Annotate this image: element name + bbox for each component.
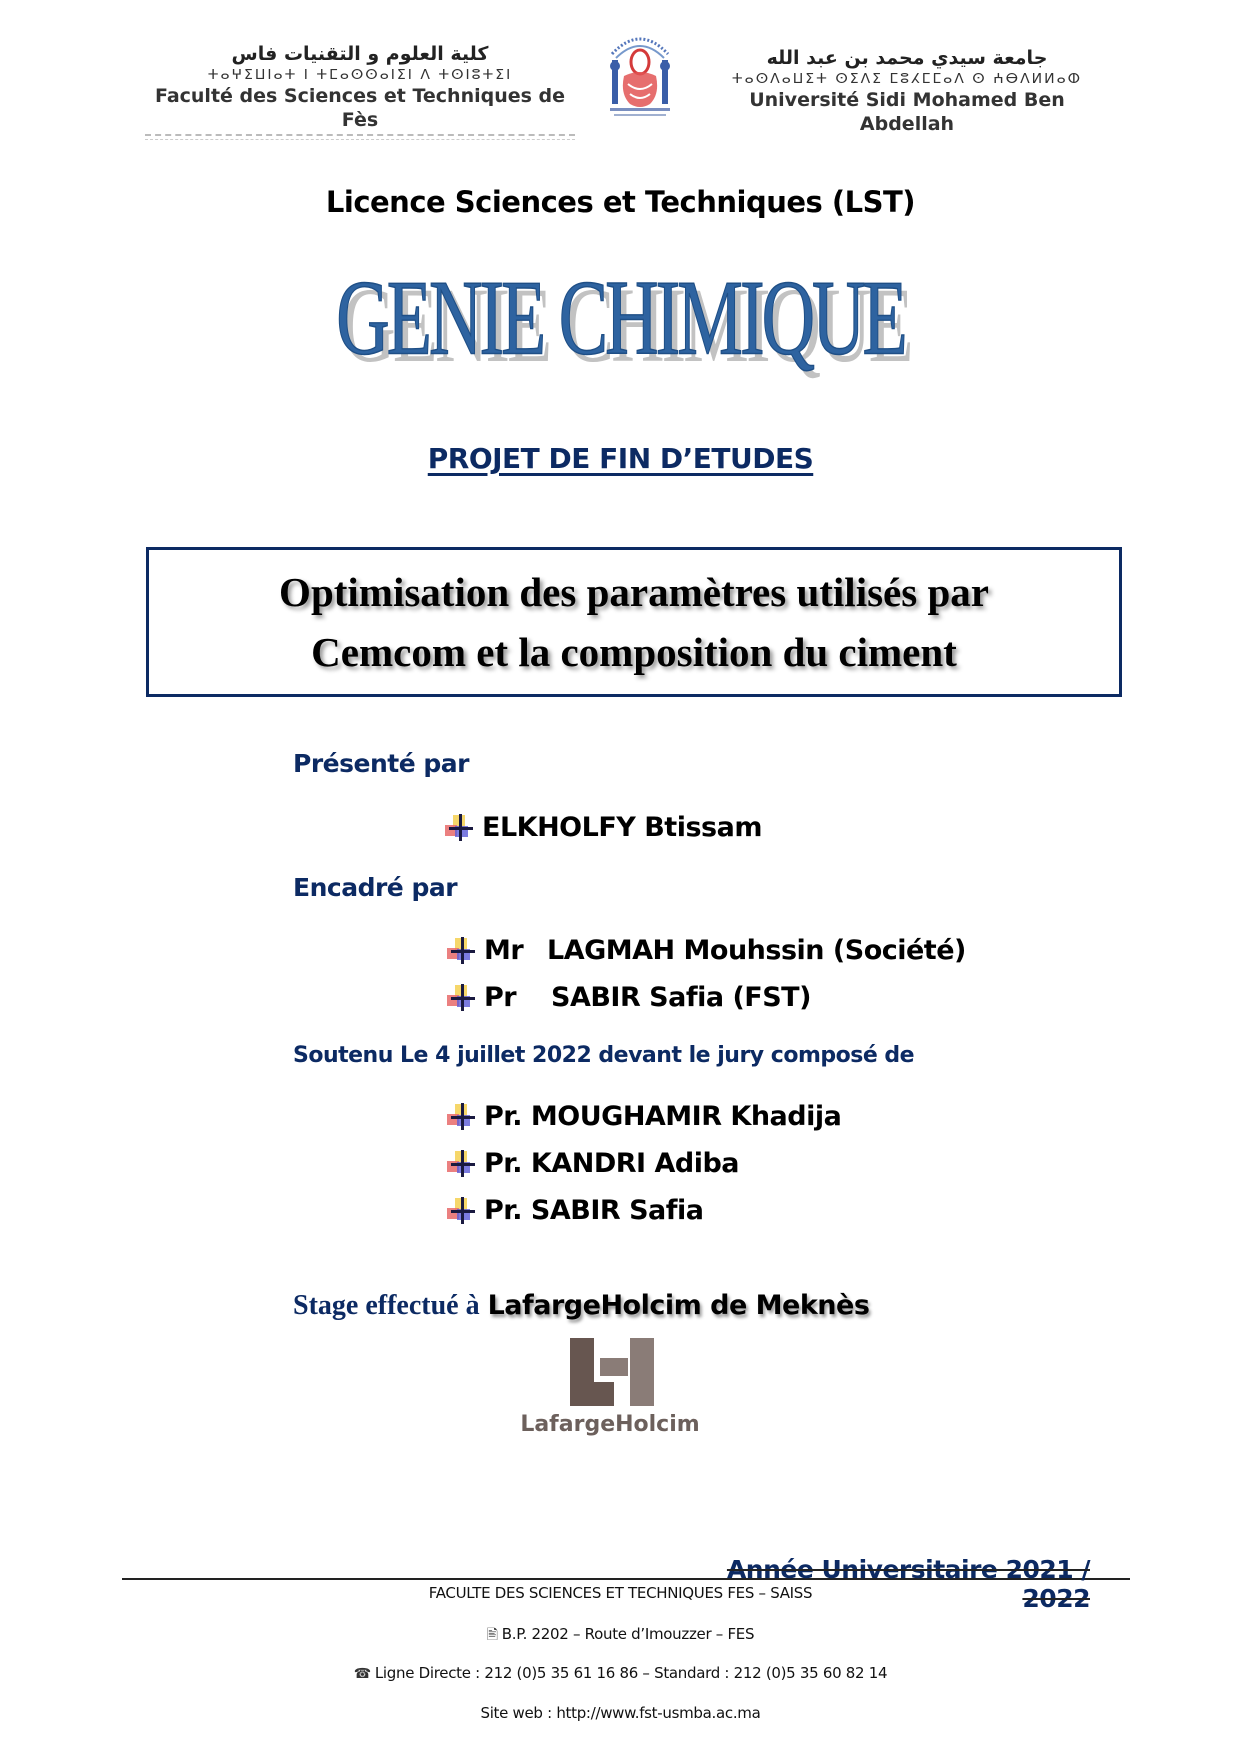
header-divider (145, 134, 575, 140)
student-item (444, 812, 762, 843)
bullet-icon (446, 984, 476, 1012)
supervisor-name: SABIR Safia (FST) (551, 982, 811, 1013)
supervisor-title: Mr (484, 935, 524, 966)
bullet-icon (444, 814, 474, 842)
footer-address (0, 1624, 1241, 1648)
footer-phone-text: Ligne Directe : 212 (0)5 35 61 16 86 – Standard : 212 (0)5 35 60 82 14 (374, 1664, 888, 1682)
faculty-name-french: Faculté des Sciences et Techniques de Fès (154, 85, 566, 131)
jury-member-item (446, 1148, 739, 1179)
project-type-label: PROJET DE FIN D’ETUDES (427, 442, 814, 475)
department-wordart (0, 258, 1241, 379)
supervisor-name: LAGMAH Mouhssin (Société) (547, 935, 966, 966)
faculty-name-tifinagh: ⵜⴰⵖⵉⵡⵏⴰⵜ ⵏ ⵜⵎⴰⵙⵙⴰⵏⵉⵏ ⴷ ⵜⵙⵏⵓⵜⵉⵏ (207, 67, 513, 83)
lafargeholcim-logo-text: LafargeHolcim (520, 1412, 700, 1437)
supervisor-title: Pr (484, 982, 517, 1013)
bullet-icon (446, 1103, 476, 1131)
jury-member-name: Pr. MOUGHAMIR Khadija (484, 1101, 842, 1132)
jury-label: Soutenu Le 4 juillet 2022 devant le jury composé de (293, 1043, 915, 1068)
supervisor-item (446, 935, 966, 966)
internship-line (293, 1290, 869, 1322)
university-header (722, 46, 1092, 136)
project-type (0, 442, 1241, 475)
faculty-name-arabic: كلية العلوم و التقنيات فاس (231, 43, 489, 65)
bullet-icon (446, 937, 476, 965)
supervisor-item (446, 982, 811, 1013)
thesis-title-line1: Optimisation des paramètres utilisés par (279, 569, 989, 615)
footer-website: Site web : http://www.fst-usmba.ac.ma (480, 1704, 761, 1722)
bullet-icon (446, 1150, 476, 1178)
thesis-title-line2: Cemcom et la composition du ciment (311, 629, 957, 675)
lafargeholcim-mark-icon (570, 1338, 654, 1406)
university-name-french: Université Sidi Mohamed Ben Abdellah (749, 89, 1065, 135)
jury-member-item (446, 1195, 703, 1226)
mailbox-icon: 🖹 (486, 1627, 498, 1643)
student-name: ELKHOLFY Btissam (482, 812, 762, 843)
jury-member-item (446, 1101, 841, 1132)
university-emblem-icon (604, 24, 676, 122)
phone-icon: ☎ (353, 1666, 371, 1682)
internship-company: LafargeHolcim de Meknès (487, 1290, 870, 1321)
internship-label: Stage effectué à (293, 1290, 480, 1321)
footer-institution: FACULTE DES SCIENCES ET TECHNIQUES FES – SAISS (428, 1584, 813, 1602)
supervised-by-label: Encadré par (293, 873, 458, 902)
footer-phone (0, 1664, 1241, 1682)
presented-by-label: Présenté par (293, 749, 469, 778)
jury-member-name: Pr. KANDRI Adiba (484, 1148, 739, 1179)
jury-member-name: Pr. SABIR Safia (484, 1195, 704, 1226)
program-title: Licence Sciences et Techniques (LST) (325, 185, 916, 219)
university-name-arabic: جامعة سيدي محمد بن عبد الله (766, 47, 1048, 69)
faculty-header (140, 42, 580, 140)
thesis-title-box (146, 547, 1122, 697)
footer-address-text: B.P. 2202 – Route d’Imouzzer – FES (501, 1625, 755, 1643)
university-name-tifinagh: ⵜⴰⵙⴷⴰⵡⵉⵜ ⵙⵉⴷⵉ ⵎⵓⵃⵎⵎⴰⴷ ⵙ ⵄⴱⴷⵍⵍⴰⵀ (731, 71, 1083, 87)
bullet-icon (446, 1197, 476, 1225)
academic-year: Année Universitaire 2021 / 2022 (726, 1555, 1090, 1613)
lafargeholcim-logo (510, 1338, 730, 1448)
department-title: GENIE CHIMIQUE (336, 259, 905, 379)
